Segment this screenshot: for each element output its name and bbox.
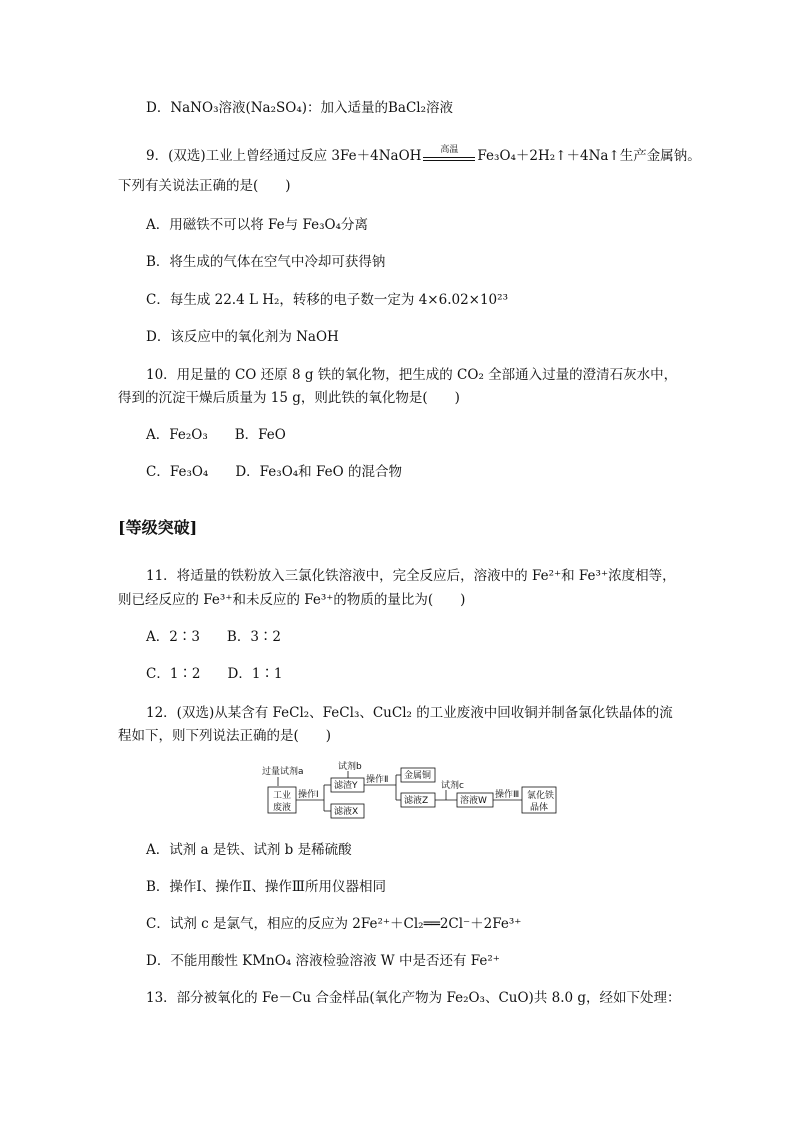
q9-stem-line2: 下列有关说法正确的是( ) — [118, 178, 291, 194]
waste-liquid-label-2: 废液 — [273, 803, 292, 813]
q12-option-a: A．试剂 a 是铁、试剂 b 是稀硫酸 — [146, 842, 352, 858]
reaction-condition-label: 高温 — [440, 145, 459, 155]
q12-option-c: C．试剂 c 是氯气，相应的反应为 2Fe²⁺＋Cl₂══2Cl⁻＋2Fe³⁺ — [146, 916, 522, 932]
q10-stem-line2: 得到的沉淀干燥后质量为 15 g，则此铁的氧化物是( ) — [118, 390, 460, 406]
q13-stem-line1: 13．部分被氧化的 Fe－Cu 合金样品(氧化产物为 Fe₂O₃、CuO)共 8.0 g，经如下处理： — [146, 990, 681, 1006]
copper-label: 金属铜 — [404, 771, 432, 781]
reagent-c-label: 试剂c — [441, 781, 464, 791]
q10-stem-line1: 10．用足量的 CO 还原 8 g 铁的氧化物，把生成的 CO₂ 全部通入过量的澄清石灰水中， — [146, 367, 678, 383]
q10-options-ab: A．Fe₂O₃ B．FeO — [146, 427, 286, 443]
op2-label: 操作Ⅱ — [366, 775, 389, 785]
process-flow-diagram — [260, 760, 560, 820]
q12-option-d: D．不能用酸性 KMnO₄ 溶液检验溶液 W 中是否还有 Fe²⁺ — [146, 953, 500, 969]
q12-stem-line1: 12．(双选)从某含有 FeCl₂、FeCl₃、CuCl₂ 的工业废液中回收铜并制备氯化铁晶体的流 — [146, 705, 673, 721]
q10-options-cd: C．Fe₃O₄ D．Fe₃O₄和 FeO 的混合物 — [146, 464, 402, 480]
q8-option-d: D．NaNO₃溶液(Na₂SO₄)：加入适量的BaCl₂溶液 — [146, 100, 454, 116]
reagent-b-label: 试剂b — [338, 762, 362, 772]
reaction-condition-arrow — [421, 146, 477, 166]
product-label-1: 氯化铁 — [527, 791, 555, 801]
q9-option-d: D．该反应中的氧化剂为 NaOH — [146, 329, 339, 345]
q12-stem-line2: 程如下，则下列说法正确的是( ) — [118, 728, 332, 744]
q11-options-cd: C．1∶2 D．1∶1 — [146, 666, 283, 682]
q12-option-b: B．操作Ⅰ、操作Ⅱ、操作Ⅲ所用仪器相同 — [146, 879, 386, 895]
q9-option-b: B．将生成的气体在空气中冷却可获得钠 — [146, 254, 386, 270]
waste-liquid-label-1: 工业 — [273, 791, 292, 801]
q9-option-a: A．用磁铁不可以将 Fe与 Fe₃O₄分离 — [146, 217, 368, 233]
q9-stem-line1 — [146, 146, 701, 166]
filtrate-z-label: 滤液Z — [404, 796, 429, 806]
q11-stem-line2: 则已经反应的 Fe³⁺和未反应的 Fe³⁺的物质的量比为( ) — [118, 592, 466, 608]
product-label-2: 晶体 — [530, 803, 549, 813]
reagent-a-label: 过量试剂a — [262, 767, 304, 777]
op1-label: 操作Ⅰ — [298, 790, 319, 800]
solution-w-label: 溶液W — [460, 796, 487, 806]
op3-label: 操作Ⅲ — [495, 790, 520, 800]
q9-option-c: C．每生成 22.4 L H₂，转移的电子数一定为 4×6.02×10²³ — [146, 292, 508, 308]
q11-stem-line1: 11．将适量的铁粉放入三氯化铁溶液中，完全反应后，溶液中的 Fe²⁺和 Fe³⁺浓度相等， — [146, 568, 676, 584]
q11-options-ab: A．2∶3 B．3∶2 — [146, 629, 282, 645]
q9-stem-part-b: Fe₃O₄＋2H₂↑＋4Na↑生产金属钠。 — [477, 148, 701, 164]
residue-y-label: 滤渣Y — [334, 781, 358, 791]
q9-stem-part-a: 9．(双选)工业上曾经通过反应 3Fe＋4NaOH — [146, 148, 422, 164]
filtrate-x-label: 滤液X — [334, 807, 359, 817]
section-heading: [等级突破] — [118, 518, 198, 537]
